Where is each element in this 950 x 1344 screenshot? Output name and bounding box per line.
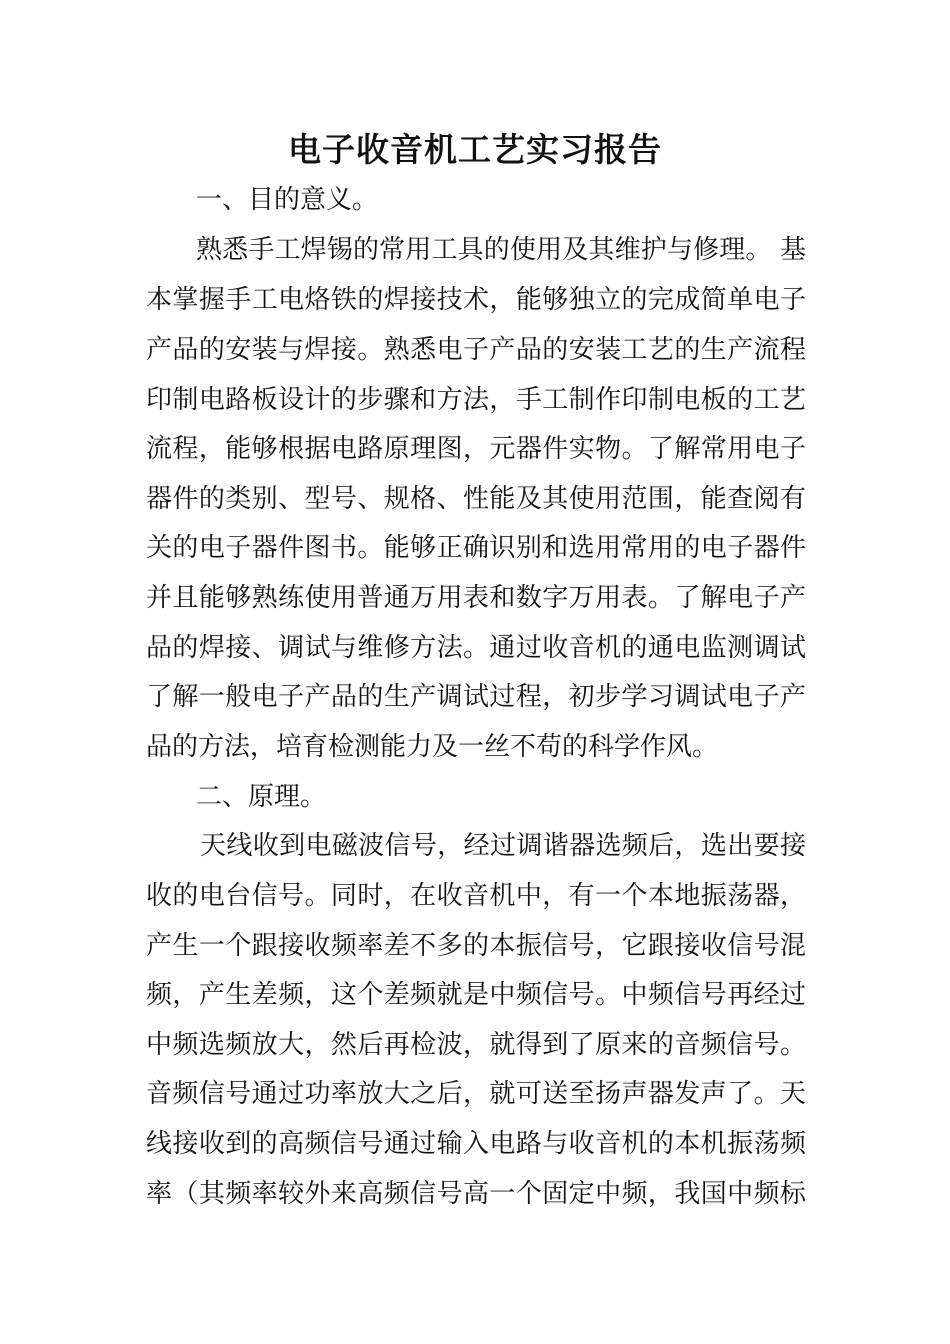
paragraph-line: 器件的类别、型号、规格、性能及其使用范围，能查阅有 <box>146 484 806 514</box>
paragraph-line: 天线收到电磁波信号，经过调谐器选频后，选出要接 <box>200 831 806 861</box>
paragraph-line: 收的电台信号。同时，在收音机中，有一个本地振荡器， <box>146 881 806 911</box>
paragraph-line: 产品的安装与焊接。熟悉电子产品的安装工艺的生产流程 <box>146 335 806 365</box>
paragraph-line: 印制电路板设计的步骤和方法，手工制作印制电板的工艺 <box>146 385 806 415</box>
section-1-heading: 一、目的意义。 <box>196 185 379 215</box>
paragraph-line: 了解一般电子产品的生产调试过程，初步学习调试电子产 <box>146 682 806 712</box>
paragraph-line: 音频信号通过功率放大之后，就可送至扬声器发声了。天 <box>146 1079 806 1109</box>
paragraph-line: 产生一个跟接收频率差不多的本振信号，它跟接收信号混 <box>146 931 806 961</box>
paragraph-line: 线接收到的高频信号通过输入电路与收音机的本机振荡频 <box>146 1129 806 1159</box>
paragraph-line: 中频选频放大，然后再检波，就得到了原来的音频信号。 <box>146 1030 806 1060</box>
document-title: 电子收音机工艺实习报告 <box>288 130 662 169</box>
paragraph-line: 品的方法，培育检测能力及一丝不苟的科学作风。 <box>146 732 719 762</box>
paragraph-line: 本掌握手工电烙铁的焊接技术，能够独立的完成简单电子 <box>146 285 806 315</box>
section-2-heading: 二、原理。 <box>196 782 327 812</box>
paragraph-line: 关的电子器件图书。能够正确识别和选用常用的电子器件 <box>146 533 806 563</box>
paragraph-line: 并且能够熟练使用普通万用表和数字万用表。了解电子产 <box>146 583 806 613</box>
paragraph-line: 流程，能够根据电路原理图，元器件实物。了解常用电子 <box>146 434 806 464</box>
paragraph-line: 熟悉手工焊锡的常用工具的使用及其维护与修理。 基 <box>196 235 806 265</box>
paragraph-line: 频，产生差频，这个差频就是中频信号。中频信号再经过 <box>146 980 806 1010</box>
paragraph-line: 品的焊接、调试与维修方法。通过收音机的通电监测调试 <box>146 633 806 663</box>
paragraph-line: 率（其频率较外来高频信号高一个固定中频，我国中频标 <box>146 1179 806 1209</box>
